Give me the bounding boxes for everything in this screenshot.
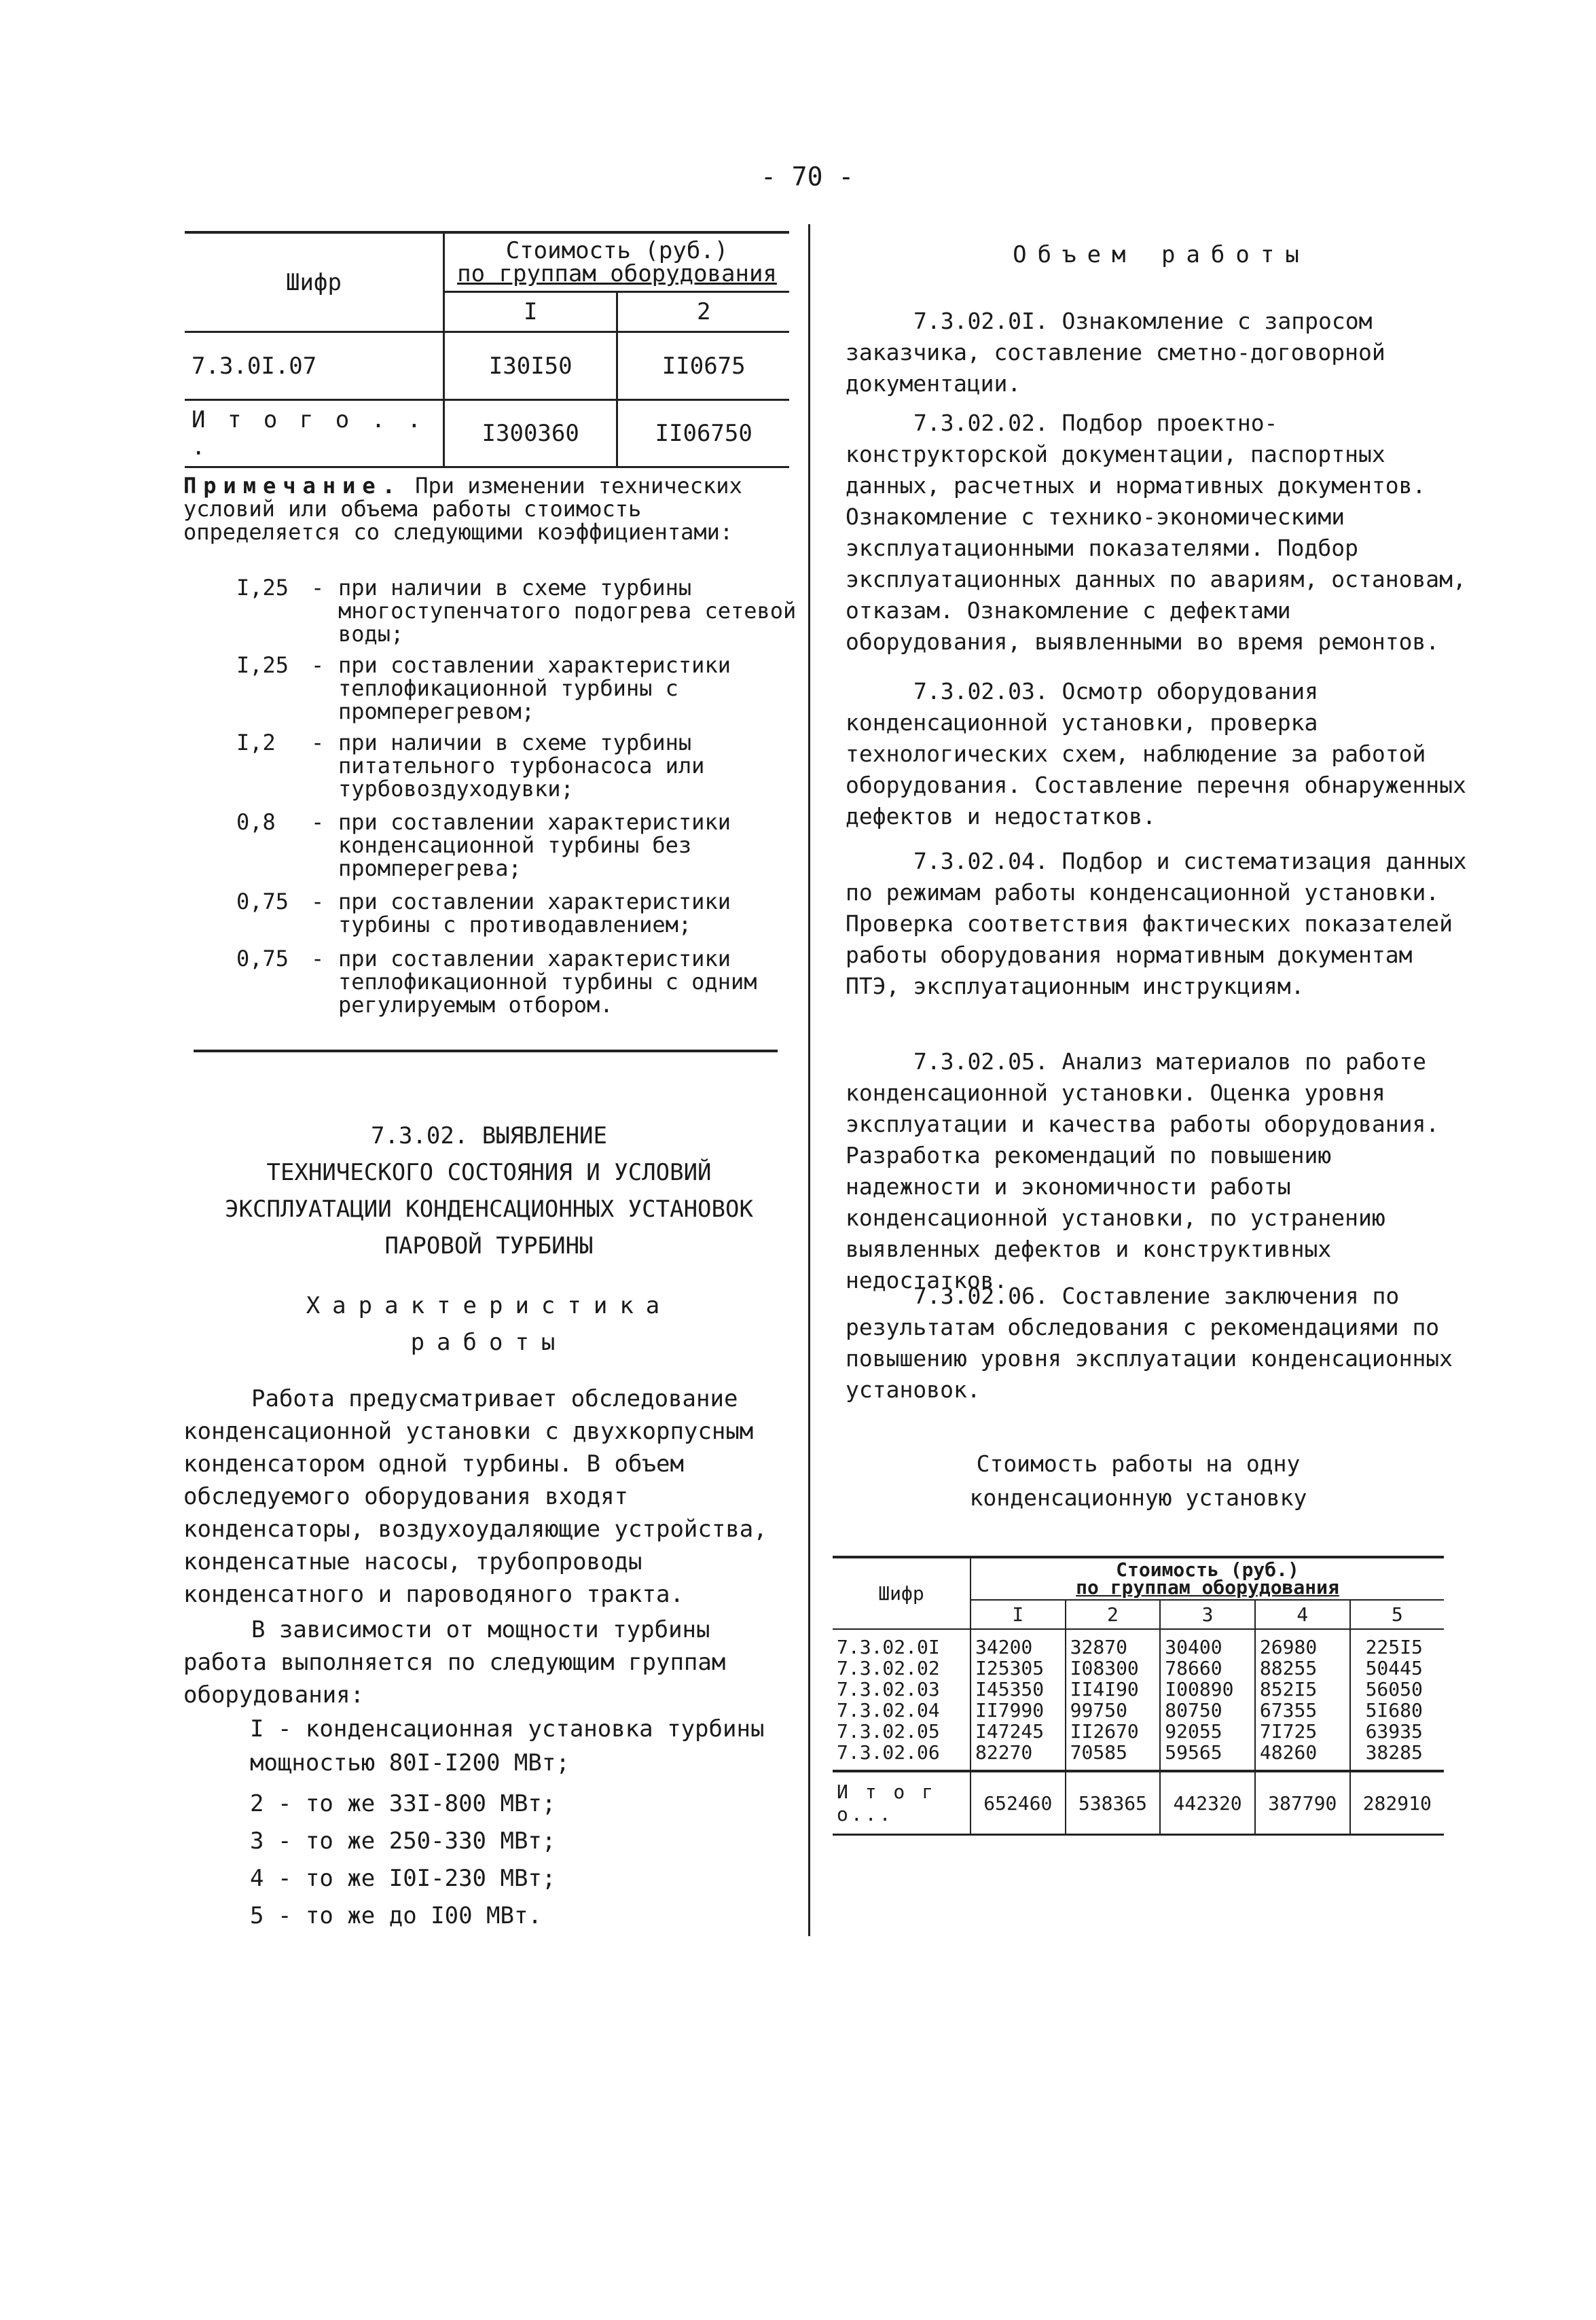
header-code: Шифр [833,1557,971,1629]
total-label: И т о г о . . . [185,400,444,467]
table-row [185,332,789,400]
header-cost: Стоимость (руб.) по группам оборудования [971,1557,1444,1600]
group-item: 3 - то же 250-330 МВт; [250,1827,556,1855]
note-title: Примечание. [183,473,402,499]
section-paragraph-1: Работа предусматривает обследование конденсационной установки с двухкорпусным конденсатором одной турбины. В объем обследуемого оборудования входят конденсаторы, воздухоудаляющие устройства, конденсатные насосы, трубопроводы конденсатного и пароводяного тракта. [183,1385,767,1608]
codes-column: 7.3.02.0I 7.3.02.02 7.3.02.03 7.3.02.04 7.3.02.05 7.3.02.06 [833,1629,971,1771]
note-block [183,474,795,543]
section-subtitle: Характеристика работы [306,1292,672,1356]
group-item: 4 - то же I0I-230 МВт; [250,1865,556,1892]
section-title: 7.3.02. ВЫЯВЛЕНИЕ ТЕХНИЧЕСКОГО СОСТОЯНИЯ И УСЛОВИЙ ЭКСПЛУАТАЦИИ КОНДЕНСАЦИОННЫХ УСТАНОВОК ПАРОВОЙ ТУРБИНЫ [225,1122,753,1260]
left-cost-table [185,231,789,468]
scope-item: 7.3.02.04. Подбор и систематизация данных по режимам работы конденсационной установки. Проверка соответствия фактических показателей работы оборудования нормативным документам ПТЭ, эксплуатационным инструкциям. [846,848,1467,999]
coef-item: 0,8 - при составлении характеристики конденсационной турбины без промперегрева; [236,809,731,881]
table-total-row [833,1771,1444,1835]
group-col: 5 [1350,1600,1444,1629]
scope-item: 7.3.02.05. Анализ материалов по работе конденсационной установки. Оценка уровня эксплуатации и качества работы оборудования. Разработка рекомендаций по повышению надежности и экономичности работы конденсационной установки, по устранению выявленных дефектов и конструктивных недостатков. [846,1048,1440,1293]
scope-item: 7.3.02.06. Составление заключения по результатам обследования с рекомендациями по повышению уровня эксплуатации конденсационных установок. [846,1283,1453,1403]
page-number: - 70 - [761,162,854,192]
group-4-values: 26980 88255 852I5 67355 7I725 48260 [1255,1629,1350,1771]
divider-line [194,1050,778,1052]
note-text: При изменении технических условий или объема работы стоимость определяется со следующими коэффициентами: [183,473,742,545]
group-col: 2 [1066,1600,1161,1629]
group-3-values: 30400 78660 I00890 80750 92055 59565 [1160,1629,1255,1771]
scope-item: 7.3.02.0I. Ознакомление с запросом заказчика, составление сметно-договорной документации. [846,308,1385,397]
coef-item: I,25 - при составлении характеристики теплофикационной турбины с промперегревом; [236,652,731,724]
column-divider [808,224,810,1936]
total-g4: 387790 [1255,1771,1350,1835]
group-col: 4 [1255,1600,1350,1629]
group-col: I [971,1600,1066,1629]
scope-item: 7.3.02.02. Подбор проектно-конструкторской документации, паспортных данных, расчетных и нормативных документов. Ознакомление с технико-экономическими эксплуатационными показателями. Подбор эксплуатационных данных по авариям, остановам, отказам. Ознакомление с дефектами оборудования, выявленными во время ремонтов. [846,410,1466,655]
total-label: И т о г о... [833,1771,971,1835]
group-5-values: 225I5 50445 56050 5I680 63935 38285 [1350,1629,1444,1771]
scope-item: 7.3.02.03. Осмотр оборудования конденсационной установки, проверка технологических схем, наблюдение за работой оборудования. Составление перечня обнаруженных дефектов и недостатков. [846,678,1466,829]
total-g3: 442320 [1160,1771,1255,1835]
group-item: 2 - то же 33I-800 МВт; [250,1790,556,1817]
group-2-values: 32870 I08300 II4I90 99750 II2670 70585 [1066,1629,1161,1771]
cost-caption: Стоимость работы на одну конденсационную установку [969,1450,1307,1511]
header-cost: Стоимость (руб.) по группам оборудования [444,232,790,292]
row-g1: I30I50 [444,332,617,400]
coef-item: I,2 - при наличии в схеме турбины питательного турбонасоса или турбовоздуходувки; [236,730,705,802]
total-g1: 652460 [971,1771,1066,1835]
group-col-1: I [444,292,617,332]
table-total-row [185,400,789,467]
coef-item: 0,75 - при составлении характеристики теплофикационной турбины с одним регулируемым отбором. [236,946,757,1018]
right-cost-table [833,1556,1444,1836]
section-paragraph-2: В зависимости от мощности турбины работа выполняется по следующим группам оборудования: [183,1616,726,1709]
group-item: I - конденсационная установка турбины мощностью 80I-I200 МВт; [250,1715,765,1777]
group-col: 3 [1160,1600,1255,1629]
group-1-values: 34200 I25305 I45350 II7990 I47245 82270 [971,1629,1066,1771]
scope-title: Объем работы [1013,241,1310,268]
total-g5: 282910 [1350,1771,1444,1835]
header-code: Шифр [185,232,444,332]
total-g1: I300360 [444,400,617,467]
row-g2: II0675 [617,332,789,400]
group-col-2: 2 [617,292,789,332]
group-item: 5 - то же до I00 МВт. [250,1902,542,1929]
total-g2: 538365 [1066,1771,1161,1835]
coef-item: I,25 - при наличии в схеме турбины многоступенчатого подогрева сетевой воды; [236,575,797,647]
coef-item: 0,75 - при составлении характеристики турбины с противодавлением; [236,889,731,938]
row-code: 7.3.0I.07 [185,332,444,400]
total-g2: II06750 [617,400,789,467]
